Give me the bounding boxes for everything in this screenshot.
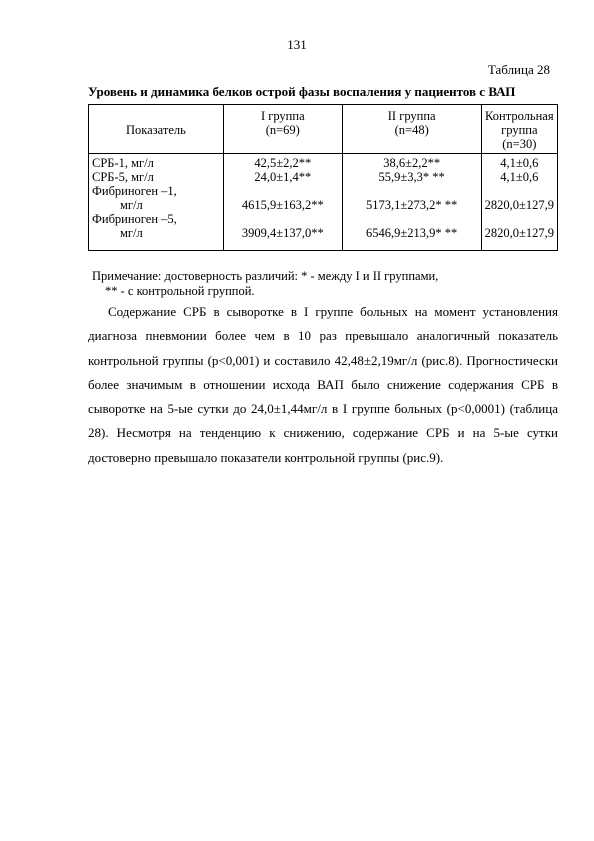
group1-value	[227, 184, 339, 198]
body-text	[88, 300, 558, 470]
header-group1-count: (n=69)	[265, 123, 300, 137]
param-label: мг/л	[120, 198, 143, 212]
header-group2-label: II группа	[387, 109, 436, 123]
header-control-label: Контрольная	[485, 109, 554, 123]
header-group1	[223, 105, 342, 154]
param-label: Фибриноген –1,	[92, 184, 177, 198]
group2-value	[346, 184, 478, 198]
control-value: 4,1±0,6	[500, 156, 539, 170]
param-label: Фибриноген –5,	[92, 212, 177, 226]
param-label: СРБ-1, мг/л	[92, 156, 154, 170]
param-label: мг/л	[120, 226, 143, 240]
header-group1-label: I группа	[260, 109, 305, 123]
group2-cell	[342, 154, 481, 251]
header-control-count: (n=30)	[502, 137, 537, 151]
header-param: Показатель	[89, 105, 224, 154]
table-title: Уровень и динамика белков острой фазы воспаления у пациентов с ВАП	[88, 84, 516, 99]
table-note	[92, 269, 438, 299]
table-header-row	[89, 105, 558, 154]
control-value	[485, 212, 554, 226]
page-number: 131	[287, 37, 307, 52]
note-line-2: ** - с контрольной группой.	[105, 284, 255, 298]
group2-value	[346, 212, 478, 226]
control-cell	[481, 154, 557, 251]
table-caption: Таблица 28	[487, 62, 550, 77]
group1-value: 42,5±2,2**	[254, 156, 312, 170]
control-value: 2820,0±127,9	[484, 198, 554, 212]
header-control-label2: группа	[501, 123, 538, 137]
group1-cell	[223, 154, 342, 251]
paragraph: Содержание СРБ в сыворотке в I группе больных на момент установления диагноза пневмонии более чем в 10 раз превышало аналогичный показатель контрольной группы (р<0,001) и составило 42,48±2,19мг/л (рис.8). Прогностически более значимым в отношении исхода ВАП было снижение содержания СРБ в сыворотке на 5-ые сутки до 24,0±1,44мг/л в I группе больных (р<0,0001) (таблица 28). Несмотря на тенденцию к снижению, содержание СРБ и на 5-ые сутки достоверно превышало показатели контрольной группы (рис.9).	[88, 304, 558, 465]
group2-value: 5173,1±273,2* **	[366, 198, 458, 212]
group1-value	[227, 212, 339, 226]
control-value	[485, 184, 554, 198]
header-group2-count: (n=48)	[394, 123, 429, 137]
control-value: 2820,0±127,9	[484, 226, 554, 240]
header-group2	[342, 105, 481, 154]
note-line-1: Примечание: достоверность различий: * - между I и II группами,	[92, 269, 439, 283]
data-table	[88, 104, 558, 251]
group2-value: 55,9±3,3* **	[378, 170, 445, 184]
param-label: СРБ-5, мг/л	[92, 170, 154, 184]
group1-value: 24,0±1,4**	[254, 170, 312, 184]
control-value: 4,1±0,6	[500, 170, 539, 184]
group1-value: 3909,4±137,0**	[241, 226, 324, 240]
group1-value: 4615,9±163,2**	[241, 198, 324, 212]
param-cell	[89, 154, 224, 251]
group2-value: 38,6±2,2**	[383, 156, 441, 170]
group2-value: 6546,9±213,9* **	[366, 226, 458, 240]
table-row	[89, 154, 558, 251]
header-control	[481, 105, 557, 154]
